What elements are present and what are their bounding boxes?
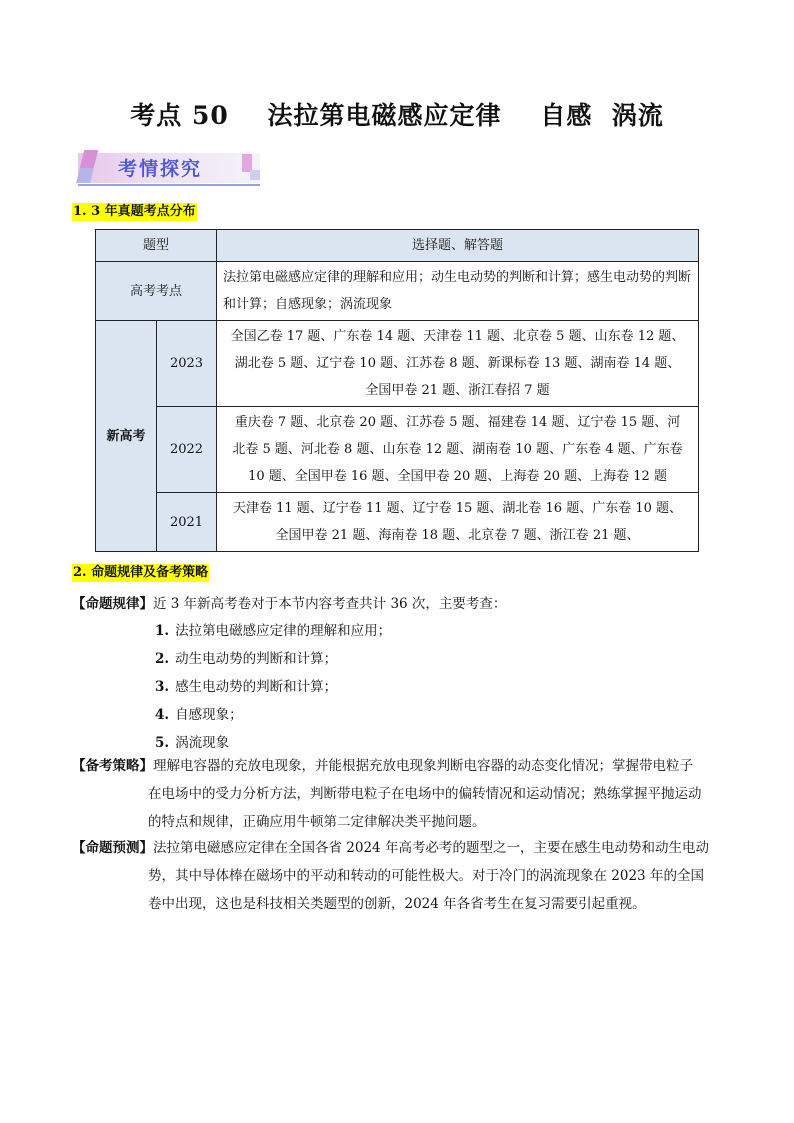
forecast-line: 法拉第电磁感应定律在全国各省 2024 年高考必考的题型之一，主要在感生电动势和动生电动 [153, 840, 709, 856]
paper-line: 湖北卷 5 题、辽宁卷 10 题、江苏卷 8 题、新课标卷 13 题、湖南卷 14 题、 [234, 356, 681, 371]
strategy-paragraph [72, 752, 724, 836]
table-row-2022 [96, 407, 699, 493]
list-item-text: 动生电动势的判断和计算； [175, 651, 338, 667]
table-cell-year: 2021 [157, 493, 217, 552]
paper-line: 全国乙卷 17 题、广东卷 14 题、天津卷 11 题、北京卷 5 题、山东卷 12 题、 [230, 329, 685, 344]
section-banner-title: 考情探究 [118, 158, 203, 180]
paper-line: 天津卷 11 题、辽宁卷 11 题、辽宁卷 15 题、湖北卷 16 题、广东卷 10 题、 [232, 501, 683, 516]
paper-line: 全国甲卷 21 题、浙江春招 7 题 [365, 383, 550, 398]
table-row-key-points [96, 262, 699, 321]
exam-distribution-table [95, 229, 699, 552]
strategy-line: 在电场中的受力分析方法，判断带电粒子在电场中的偏转情况和运动情况；熟练掌握平抛运动 [148, 786, 702, 802]
list-item [155, 617, 695, 645]
strategy-line: 的特点和规律，正确应用牛顿第二定律解决类平抛问题。 [148, 814, 486, 830]
forecast-line: 势，其中导体棒在磁场中的平动和转动的可能性极大。对于冷门的涡流现象在 2023 年的全国 [148, 868, 704, 884]
banner-underline [78, 184, 260, 186]
table-row-type [96, 230, 699, 262]
list-item-number: 2. [155, 651, 170, 667]
banner-decoration-right-lower-icon [250, 170, 260, 180]
list-item [155, 673, 695, 701]
list-item-number: 3. [155, 679, 170, 695]
paper-line: 全国甲卷 21 题、海南卷 18 题、北京卷 7 题、浙江卷 21 题、 [275, 528, 640, 543]
rule-list [155, 617, 695, 757]
list-item [155, 701, 695, 729]
rule-paragraph [72, 590, 732, 618]
page-title: 考点 50 法拉第电磁感应定律 自感 涡流 [130, 101, 664, 130]
table-cell-year-papers [217, 493, 699, 552]
table-cell-type-label: 题型 [96, 230, 217, 262]
table-cell-group-label: 新高考 [96, 321, 157, 552]
forecast-tag: 【命题预测】 [72, 840, 153, 856]
list-item-text: 自感现象； [175, 707, 243, 723]
table-cell-type-value: 选择题、解答题 [217, 230, 699, 262]
table-cell-year-papers [217, 407, 699, 493]
section-banner [78, 150, 260, 186]
list-item-number: 4. [155, 707, 170, 723]
paper-line: 北卷 5 题、河北卷 8 题、山东卷 12 题、湖南卷 10 题、广东卷 4 题、广东卷 [232, 442, 683, 457]
forecast-paragraph [72, 834, 724, 918]
table-row-2023 [96, 321, 699, 407]
list-item-text: 感生电动势的判断和计算； [175, 679, 338, 695]
table-cell-kp-value: 法拉第电磁感应定律的理解和应用；动生电动势的判断和计算；感生电动势的判断和计算；自感现象；涡流现象 [217, 262, 699, 321]
strategy-line: 理解电容器的充放电现象，并能根据充放电现象判断电容器的动态变化情况；掌握带电粒子 [153, 758, 693, 774]
table-cell-kp-label: 高考考点 [96, 262, 217, 321]
list-item-text: 法拉第电磁感应定律的理解和应用； [175, 623, 392, 639]
list-item-text: 涡流现象 [175, 735, 230, 751]
table-cell-year-papers [217, 321, 699, 407]
forecast-line: 卷中出现，这也是科技相关类题型的创新，2024 年各省考生在复习需要引起重视。 [148, 896, 646, 912]
paper-line: 重庆卷 7 题、北京卷 20 题、江苏卷 5 题、福建卷 14 题、辽宁卷 15 题、河 [234, 415, 681, 430]
rule-tag: 【命题规律】 [72, 596, 153, 612]
table-cell-year: 2023 [157, 321, 217, 407]
list-item [155, 645, 695, 673]
section1-heading: 1. 3 年真题考点分布 [73, 204, 196, 219]
list-item-number: 1. [155, 623, 170, 639]
section2-heading: 2. 命题规律及备考策略 [73, 565, 209, 580]
table-row-2021 [96, 493, 699, 552]
list-item-number: 5. [155, 735, 170, 751]
strategy-tag: 【备考策略】 [72, 758, 153, 774]
rule-text: 近 3 年新高考卷对于本节内容考查共计 36 次，主要考查： [153, 596, 507, 612]
paper-line: 10 题、全国甲卷 16 题、全国甲卷 20 题、上海卷 20 题、上海卷 12 题 [248, 469, 667, 484]
table-cell-year: 2022 [157, 407, 217, 493]
